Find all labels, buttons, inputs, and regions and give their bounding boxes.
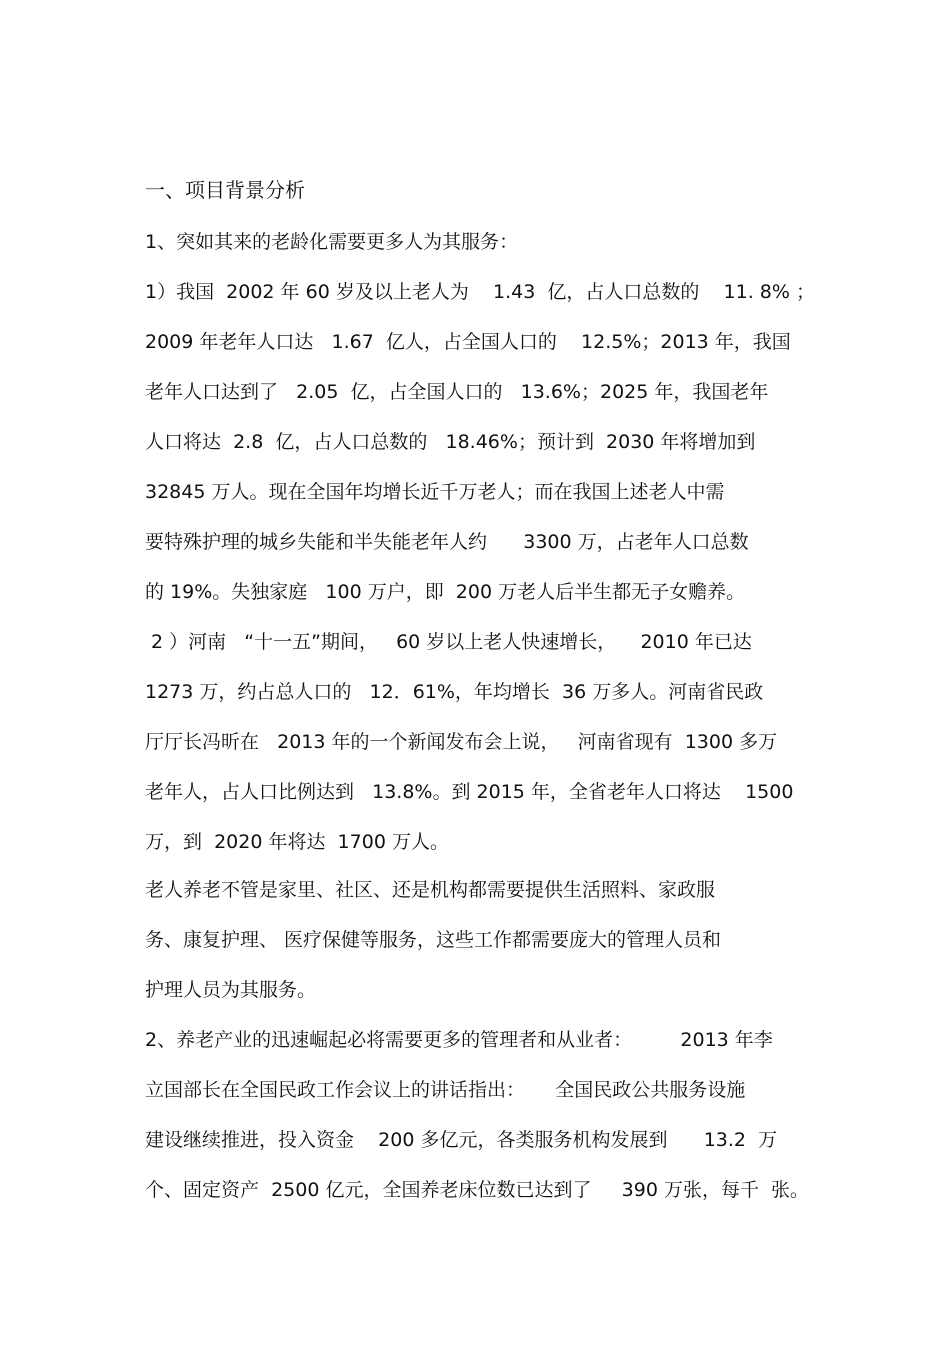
paragraph-line: 人口将达 2.8 亿，占人口总数的 18.46%；预计到 2030 年将增加到 <box>145 431 756 453</box>
paragraph-line: 个、固定资产 2500 亿元，全国养老床位数已达到了 390 万张，每千 张。 <box>145 1179 810 1201</box>
paragraph-line: 1273 万，约占总人口的 12．61%，年均增长 36 万多人。河南省民政 <box>145 681 764 703</box>
paragraph-line: 万，到 2020 年将达 1700 万人。 <box>145 831 449 853</box>
paragraph-line: 2、养老产业的迅速崛起必将需要更多的管理者和从业者： 2013 年李 <box>145 1029 773 1051</box>
paragraph-line: 的 19%。失独家庭 100 万户，即 200 万老人后半生都无子女赡养。 <box>145 581 746 603</box>
paragraph-line: 务、康复护理、 医疗保健等服务，这些工作都需要庞大的管理人员和 <box>145 929 722 951</box>
paragraph-line: 老人养老不管是家里、社区、还是机构都需要提供生活照料、家政服 <box>145 879 716 901</box>
paragraph-line: 立国部长在全国民政工作会议上的讲话指出： 全国民政公共服务设施 <box>145 1079 746 1101</box>
paragraph-line: 建设继续推进，投入资金 200 多亿元，各类服务机构发展到 13.2 万 <box>145 1129 778 1151</box>
paragraph-line: 老年人，占人口比例达到 13.8%。到 2015 年，全省老年人口将达 1500 <box>145 781 794 803</box>
paragraph-line: 要特殊护理的城乡失能和半失能老年人约 3300 万，占老年人口总数 <box>145 531 749 553</box>
paragraph-line: 护理人员为其服务。 <box>145 979 317 1001</box>
paragraph-line: 老年人口达到了 2.05 亿，占全国人口的 13.6%；2025 年，我国老年 <box>145 381 769 403</box>
paragraph-line: 2009 年老年人口达 1.67 亿人，占全国人口的 12.5%；2013 年，我国 <box>145 331 791 353</box>
paragraph-line: 1、突如其来的老龄化需要更多人为其服务： <box>145 231 519 253</box>
paragraph-line: 32845 万人。现在全国年均增长近千万老人；而在我国上述老人中需 <box>145 481 725 503</box>
paragraph-line: 1）我国 2002 年 60 岁及以上老人为 1.43 亿，占人口总数的 11. 8% ； <box>145 281 815 303</box>
paragraph-line: 2 ）河南 “十一五”期间， 60 岁以上老人快速增长， 2010 年已达 <box>145 631 752 653</box>
section-heading: 一、项目背景分析 <box>145 178 305 202</box>
paragraph-line: 厅厅长冯昕在 2013 年的一个新闻发布会上说， 河南省现有 1300 多万 <box>145 731 778 753</box>
